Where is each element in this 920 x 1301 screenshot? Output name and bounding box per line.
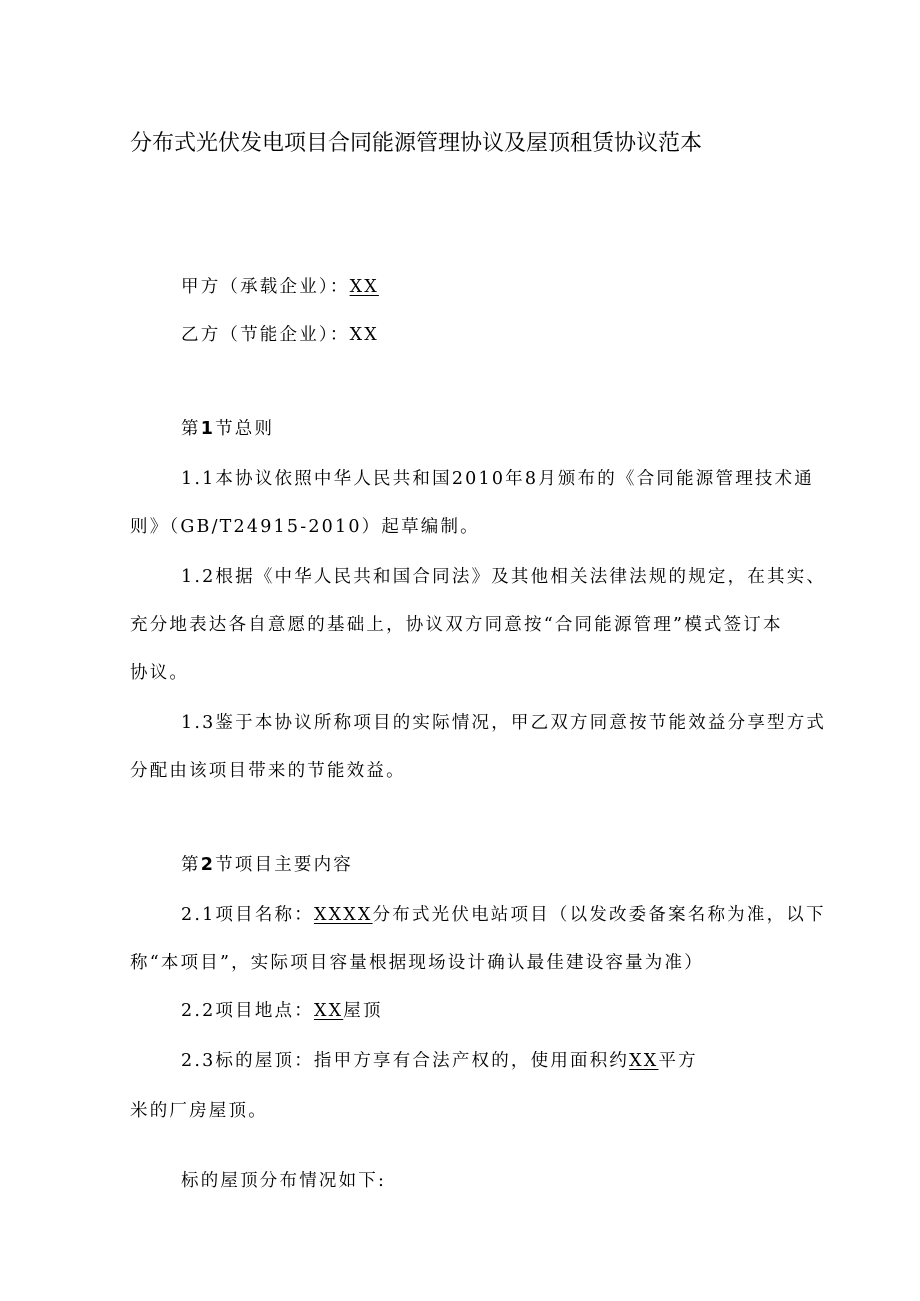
- section-2-number: 2: [200, 855, 216, 875]
- party-b-value: XX: [349, 325, 379, 345]
- clause-2-2-text: 屋顶: [343, 1001, 383, 1021]
- section-1-title: 节总则: [215, 419, 275, 439]
- clause-2-1-placeholder: XXXX: [313, 905, 373, 925]
- clause-1-1-line-1: 1.1本协议依照中华人民共和国2010年8月颁布的《合同能源管理技术通: [181, 469, 814, 489]
- roof-distribution-intro: 标的屋顶分布情况如下:: [181, 1171, 387, 1191]
- clause-1-2-line-2: 充分地表达各自意愿的基础上，协议双方同意按“合同能源管理”模式签订本: [130, 615, 783, 635]
- document-title: 分布式光伏发电项目合同能源管理协议及屋顶租赁协议范本: [130, 131, 703, 156]
- clause-2-3-line-1: [181, 1047, 698, 1072]
- clause-1-3-line-1: 1.3鉴于本协议所称项目的实际情况，甲乙双方同意按节能效益分享型方式: [181, 713, 827, 733]
- clause-2-3-text: 平方: [658, 1051, 698, 1071]
- section-1-heading: [181, 415, 274, 440]
- clause-2-3-line-2: 米的厂房屋顶。: [130, 1101, 268, 1121]
- clause-2-1-label: 2.1项目名称：: [181, 905, 314, 925]
- clause-1-1-line-2: 则》（GB/T24915-2010）起草编制。: [130, 517, 480, 537]
- clause-2-3-label: 2.3标的屋顶：指甲方享有合法产权的，使用面积约: [181, 1051, 630, 1071]
- section-2-heading: [181, 851, 353, 876]
- party-a-value: XX: [349, 277, 379, 297]
- clause-1-2-line-1: 1.2根据《中华人民共和国合同法》及其他相关法律法规的规定，在其实、: [181, 567, 827, 587]
- party-b-line: [181, 321, 379, 346]
- section-2-title: 节项目主要内容: [215, 855, 353, 875]
- party-b-label: 乙方（节能企业）：: [181, 325, 350, 345]
- clause-2-2: [181, 997, 383, 1022]
- clause-2-1-line-2: 称“本项目”，实际项目容量根据现场设计确认最佳建设容量为准）: [130, 953, 704, 973]
- party-a-label: 甲方（承载企业）：: [181, 277, 350, 297]
- party-a-line: [181, 273, 379, 298]
- section-1-prefix: 第: [181, 419, 201, 439]
- clause-2-2-placeholder: XX: [313, 1001, 344, 1021]
- clause-1-2-line-3: 协议。: [130, 663, 190, 683]
- clause-2-1-text: 分布式光伏电站项目（以发改委备案名称为准，以下: [372, 905, 826, 925]
- clause-2-3-placeholder: XX: [629, 1051, 659, 1071]
- clause-2-1-line-1: [181, 901, 826, 926]
- clause-1-3-line-2: 分配由该项目带来的节能效益。: [130, 761, 406, 781]
- section-2-prefix: 第: [181, 855, 201, 875]
- clause-2-2-label: 2.2项目地点：: [181, 1001, 314, 1021]
- section-1-number: 1: [200, 419, 216, 439]
